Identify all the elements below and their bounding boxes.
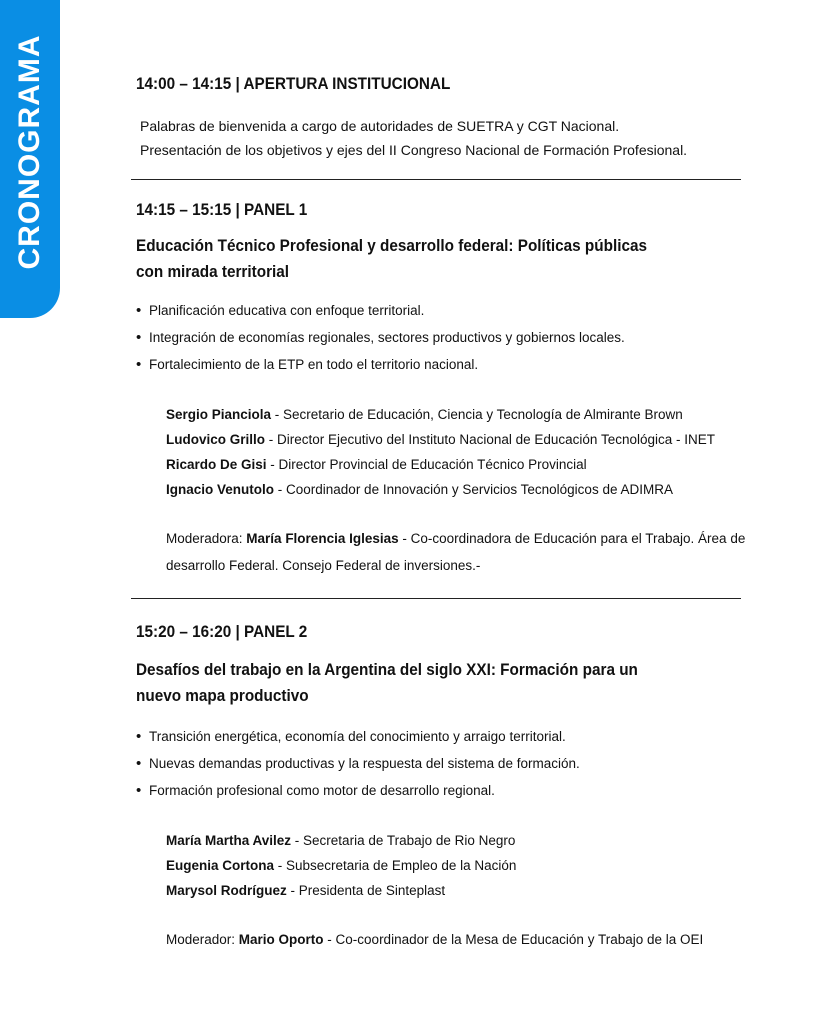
opening-line: Palabras de bienvenida a cargo de autoridades de SUETRA y CGT Nacional. xyxy=(140,118,620,134)
panel1-subtitle xyxy=(136,233,647,285)
speaker-role: - Subsecretaria de Empleo de la Nación xyxy=(274,858,517,873)
panel1-subtitle-line: Educación Técnico Profesional y desarrollo federal: Políticas públicas xyxy=(136,236,648,255)
list-item: • Formación profesional como motor de desarrollo regional. xyxy=(136,777,580,804)
speaker-role: - Secretario de Educación, Ciencia y Tecnología de Almirante Brown xyxy=(271,407,683,422)
speaker-name: Marysol Rodríguez xyxy=(166,883,287,898)
panel2-topics xyxy=(136,723,580,804)
panel1-moderator xyxy=(166,525,746,579)
list-item: • Nuevas demandas productivas y la respuesta del sistema de formación. xyxy=(136,750,580,777)
speaker-role: - Coordinador de Innovación y Servicios Tecnológicos de ADIMRA xyxy=(274,482,673,497)
speaker-row xyxy=(166,853,516,878)
speaker-name: Ludovico Grillo xyxy=(166,432,266,447)
opening-description xyxy=(140,114,687,162)
speaker-role: - Presidenta de Sinteplast xyxy=(286,883,446,898)
panel1-topics xyxy=(136,297,625,378)
panel2-speakers xyxy=(166,828,516,903)
speaker-row xyxy=(166,477,715,502)
list-item: • Transición energética, economía del conocimiento y arraigo territorial. xyxy=(136,723,580,750)
side-tab-label: CRONOGRAMA xyxy=(13,34,46,270)
section-divider xyxy=(131,598,741,599)
speaker-row xyxy=(166,427,715,452)
section-divider xyxy=(131,179,741,180)
speaker-role: - Director Provincial de Educación Técnico Provincial xyxy=(266,457,587,472)
opening-heading: 14:00 – 14:15 | APERTURA INSTITUCIONAL xyxy=(136,74,451,93)
panel2-moderator xyxy=(166,926,746,953)
opening-line: Presentación de los objetivos y ejes del II Congreso Nacional de Formación Profesional. xyxy=(140,142,688,158)
moderator-prefix: Moderador: xyxy=(166,932,239,947)
panel2-heading: 15:20 – 16:20 | PANEL 2 xyxy=(136,622,308,641)
panel2-subtitle xyxy=(136,657,638,709)
panel1-heading: 14:15 – 15:15 | PANEL 1 xyxy=(136,200,308,219)
speaker-name: Ignacio Venutolo xyxy=(166,482,275,497)
panel2-subtitle-line: Desafíos del trabajo en la Argentina del siglo XXI: Formación para un xyxy=(136,660,638,679)
list-item: • Planificación educativa con enfoque territorial. xyxy=(136,297,625,324)
moderator-role: - Co-coordinadora de Educación para el Trabajo. Área de desarrollo Federal. Consejo Federal de inversiones.- xyxy=(166,531,746,573)
speaker-name: Eugenia Cortona xyxy=(166,858,275,873)
speaker-row xyxy=(166,402,715,427)
panel1-subtitle-line: con mirada territorial xyxy=(136,262,290,281)
list-item: • Integración de economías regionales, sectores productivos y gobiernos locales. xyxy=(136,324,625,351)
speaker-role: - Director Ejecutivo del Instituto Nacional de Educación Tecnológica - INET xyxy=(265,432,715,447)
list-item: • Fortalecimiento de la ETP en todo el territorio nacional. xyxy=(136,351,625,378)
speaker-name: Ricardo De Gisi xyxy=(166,457,267,472)
panel1-speakers xyxy=(166,402,715,502)
moderator-role: - Co-coordinador de la Mesa de Educación y Trabajo de la OEI xyxy=(323,932,704,947)
speaker-role: - Secretaria de Trabajo de Rio Negro xyxy=(291,833,516,848)
moderator-name: María Florencia Iglesias xyxy=(246,531,399,546)
speaker-name: Sergio Pianciola xyxy=(166,407,272,422)
speaker-row xyxy=(166,452,715,477)
speaker-name: María Martha Avilez xyxy=(166,833,292,848)
panel2-subtitle-line: nuevo mapa productivo xyxy=(136,686,309,705)
speaker-row xyxy=(166,878,516,903)
moderator-name: Mario Oporto xyxy=(238,932,324,947)
side-tab xyxy=(0,0,60,318)
moderator-prefix: Moderadora: xyxy=(166,531,247,546)
speaker-row xyxy=(166,828,516,853)
